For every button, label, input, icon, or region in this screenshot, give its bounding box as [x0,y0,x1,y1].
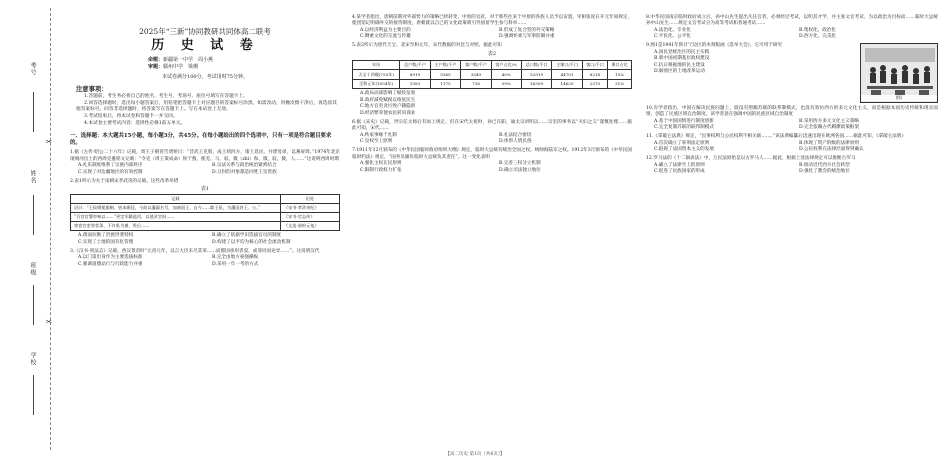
option-a: A.礼乐制度维系了宗族内部秩序 [78,163,143,169]
gutter-write-line [33,195,34,235]
table-cell: 1583 [400,79,430,89]
option-b: B.体现了资产阶级的法律原则 [799,140,859,146]
table-caption: 表2 [487,50,497,57]
question-stem: 12.罗马法的《十二铜表法》中，万民法原始是以古罗马人……据此，根据上述法律规定可以推断古罗马 [646,156,856,161]
option-b: B.形成了复合型的外交策略 [499,27,555,33]
woodcut-figure [860,43,938,103]
question-stem: 1.据《左传·昭公二十六年》记载，周王子朝曾告诸侯曰：“昔武王克殷，成王靖四方，康王息民，并建母弟，以蕃屏周。”1974年北京琉璃河出土的西周克盉铭文记载：“令克（周王策成命）侯于燕，使羌、马、驭、微（zhi）和、微、驭、微，人……”这说明西周时期 [70,150,340,162]
page-title: 历 史 试 卷 [151,38,259,53]
option-b: B.完全由地方豪强操纵 [212,255,259,261]
table-row [71,222,340,231]
table-cell: 8919 [400,70,430,80]
table-cell: 31% [608,79,632,89]
option-d: D.构建了以平均为核心的社会流动机制 [212,239,291,245]
table-cell: 《宋书·孝武帝纪》 [280,204,339,213]
table-cell: 44701 [552,70,582,80]
table-cell: 39% [491,79,521,89]
table-cell: 2370 [582,79,607,89]
gutter-label-name: 姓名 [29,170,36,184]
option-c: C.限制行政权力扩张 [360,167,402,173]
question-1 [70,150,340,176]
option-a: A.以门第出身作为主要选拔标准 [78,255,143,261]
option-c: C.平民化、公平化 [654,34,691,39]
option-d: D.强化了教会的统治地位 [799,169,850,174]
option-b: B.礼法结合密切 [499,132,532,138]
question-11 [646,134,938,154]
option-c: C.促进了民族国家的形成 [654,169,705,174]
question-7 [352,148,632,174]
question-stem: 8.中华民国南京临时政府成立后，孙中山先生提出凡任官者，必须经过考试，以明其才学，并主张文官考试，为以政治为目标而……临时大总统孙中山先生……规定文官考试分为高等考试和普通考试…… [646,14,938,26]
proposition-line [148,57,340,64]
option-c: C.实现了对边疆地区的有效控制 [78,169,143,175]
option-b: B.推动近代西方社会转型 [799,162,850,168]
question-9 [646,43,938,103]
option-c: C.阻碍了法国资本主义的发展 [654,147,714,152]
table-cell: 52919 [521,70,551,80]
exam-line: 2025年“三新”协同教研共同体高二联考 [139,27,271,36]
table-cell: 40% [491,70,521,80]
table-header-cell: 课口占比 [608,60,632,70]
table-header-cell: 客户占比/% [491,60,521,70]
question-stem: 10.有学者指出，中国在解决民族问题上，既没有照搬苏联的联邦制模式，也没有效仿西方的多元文化主义，而是根据本国历史传统和现实国情，创造了民族区域自治制度。该学者意在强调中国的民族区域自治制度 [646,105,938,117]
gutter-write-line [33,92,34,132]
option-c: C.地方官吏贪污致户籍隐匿 [360,104,416,110]
option-a: A.削弱抗衡了贵族世袭特权 [78,233,134,239]
question-stem: 5.表2所示为唐代天宝、北宋至和元年，宋代数据的对比与对照，据此可知 [352,43,502,48]
table-header-cell: 总口数/千口 [521,60,551,70]
gutter-label-class: 班级 [29,262,36,276]
question-3 [70,249,340,269]
table-cell: 《宋书·官志传》 [280,213,339,222]
table-cell: 1175 [430,79,460,89]
option-d: D.体察人情民俗 [499,139,532,145]
proposition-label: 命题： [148,57,164,63]
table-cell: 诏曰：“王侯缀冕服制，皆本朝廷，今欲以藩邸名号，加诸国王、自今……除王侯，为藩国封王、公。” [71,204,281,213]
option-c: C.实现了土地的国有化管理 [78,239,134,245]
question-stem: 4.某学者指出，唐朝前期对外部势力的策略已经转变，中原的官府，对于那些往来于中原的各族人员予以安置，宰相张说在开元年间规定，使团馆记明确外交的接待制度。唐朝就以自己的文化政策吸引外国留学生参与科举…… [352,14,632,26]
option-c: C.强调道德品行与行政能力并重 [78,261,143,267]
table-row [71,204,340,213]
notice-list [70,94,340,128]
option-d: D.解放区的土地改革运动 [654,69,705,74]
table-header-cell: 主课口/千口 [552,60,582,70]
option-b: B.政府减免赋税以恢复民生 [360,97,416,103]
table-1 [70,194,340,231]
notice-item: 3.考试结束后，将本试卷和答题卡一并交回。 [84,114,178,120]
option-a: A.以经济利益为主要目的 [360,27,411,33]
table-cell: 5365 [430,70,460,80]
question-stem: 3.《汉书·刑法志》记载，西汉景帝时“元帝元年，以言大臣未尽其罪……而郡国承用者驳，或罪同而论异……”。这说明汉代 [70,248,320,254]
table-2 [352,60,632,90]
option-a: A.秩家事缘于礼制 [360,132,397,138]
table-header-cell: 客户数/千户 [461,60,491,70]
option-b: B.采用西方多元文化主义策略 [799,118,859,124]
question-4 [352,15,632,41]
option-d: D.分封的对象都是同姓王室贵族 [212,169,277,175]
score-time-note: 本试卷满分100分，考试用时75分钟。 [162,74,248,80]
gutter-label-exam-number: 考号 [29,62,36,76]
page-footer: 【高二历史 第1页（共6页）】 [445,452,505,457]
table-caption: 表1 [200,186,210,193]
table-header-cell: 客口/千口 [582,60,607,70]
question-stem: 6.据《宋史》记载，世宗任太师后有如上规定，但在宋代太祖时，孙已在职，谕太宗讲明以……宗室的事务以“夫妇之义”谨慎处理……据此可知，宋代…… [352,119,632,132]
option-d: D.完全依赖古代羁縻政策框架 [799,125,860,130]
table-cell: “百官官署审核以……”更定军籍选用，以建武官府…… [71,213,281,222]
notice-title: 注意事项： [76,86,108,93]
question-stem: 7.1911年12月颁布的《中华民国临时政府组织大纲》规定，临时大总统有统治全国之权，统帅海陆军之权。1912年3月颁布的《中华民国临时约法》规定，“国务员辅佐临时大总统负其责任”。这一变化表明 [352,148,632,160]
question-8 [646,15,938,41]
option-b: B.新中国初期基层政权建设 [654,56,710,61]
option-d: D.经济繁荣使农民转向商业 [360,110,416,116]
option-a: A.政局动荡影响了赋役征收 [360,91,416,97]
column-3 [646,12,938,452]
table-header-cell: 出处 [280,195,339,204]
notice-item: 2.回答选择题时，选出每小题答案后，用铅笔把答题卡上对应题目的答案标号涂黑。如需改动，用橡皮擦干净后，再选涂其他答案标号。回答非选择题时，将答案写在答题卡上。写在本试卷上无效。 [76,100,337,113]
question-stem: 9.图1是1941年陕甘宁边区的木刻版画《选举大会》，它可用于研究 [646,43,783,48]
table-cell: 《文选·册府元龟》 [280,222,339,231]
binding-gutter [0,0,70,458]
gutter-write-line [33,285,34,325]
question-10 [646,106,938,132]
scissors-icon: ✂ [46,318,52,326]
table-cell: 天宝十四载(755年) [353,70,400,80]
table-cell: 寄宦官吏罪状条，不许私为逋，殁后…… [71,222,281,231]
option-d: D.确立司法独立地位 [499,167,541,173]
question-stem: 11.《拿破仑法典》规定，“民事权利与公民权利不相关联……。”该法典编纂后迅速出现在欧洲各国……据此可知，《拿破仑法典》 [646,134,907,139]
figure-caption: 图1 [861,95,937,102]
binding-line [50,8,51,450]
question-12 [646,156,938,176]
column-1 [70,12,340,452]
table-cell: 至和元年(1054年) [353,79,400,89]
question-6 [352,120,632,146]
question-5 [352,43,632,117]
option-c: C.抗日根据地的民主建设 [654,62,705,68]
option-d: D.采用一年一考的方式 [212,261,259,267]
option-a: A.国民党统治区的民主实践 [654,49,710,55]
option-a: A.强化主权在民原则 [360,161,402,167]
option-c: C.皇权至上原则 [360,139,393,145]
review-value: 赣州中学 梁珊 [163,64,199,70]
option-c: C.侧重文化的交流与传播 [360,34,411,39]
question-2 [70,179,340,247]
column-2 [352,12,632,452]
table-cell: 14620 [552,79,582,89]
table-header-cell: 年份 [353,60,400,70]
table-header-cell: 总户数/千户 [400,60,430,70]
table-row [71,213,340,222]
option-d: D.公民权利在法律层面得到确认 [799,147,864,152]
option-b: B.完善三权分立机制 [499,161,541,167]
notice-item: 4.本试卷主要考试内容：选择性必修1前五单元。 [84,120,186,126]
table-cell: 3549 [461,70,491,80]
option-b: B.集权化、政治化 [799,27,836,33]
option-a: A.基于中国国情进行制度创新 [654,118,714,124]
table-row [353,79,632,89]
notice-item: 1.答题前，考生务必将自己的姓名、考生号、考场号、座位号填写在答题卡上。 [84,94,248,99]
gutter-write-line [33,375,34,415]
option-a: A.首次确立了罪刑法定原则 [654,140,710,146]
review-line [148,64,340,71]
gutter-label-school: 学校 [29,352,36,366]
table-cell: 8218 [582,70,607,80]
option-b: B.确立了依据学识选拔官员的制度 [212,233,282,239]
scissors-icon: ✂ [46,138,52,146]
table-cell: 15% [608,70,632,80]
option-d: D.西方化、完美化 [799,34,837,39]
option-a: A.确立了法律至上的原则 [654,162,705,168]
question-stem: 2.表1所示为关于南朝宋孝武帝的记载。这些改革举措 [70,178,179,184]
option-c: C.完全复制苏联的联邦制模式 [654,125,714,130]
table-cell: 738 [461,79,491,89]
section-heading: 一、选择题：本大题共15小题，每小题3分，共45分。在每小题给出的四个选项中，只有一项是符合题目要求的。 [70,132,332,147]
table-row [353,70,632,80]
option-d: D.强调怀柔与军事防御并重 [499,34,555,39]
option-b: B.宗法关系与政治统治紧密结合 [212,163,277,169]
review-label: 审题： [148,64,164,70]
option-a: A.法治化、专业化 [654,27,691,33]
table-header-cell: 主户数/千户 [430,60,460,70]
table-cell: 16309 [521,79,551,89]
table-header-cell: 记载 [71,195,281,204]
proposition-value: 新疆第一中学 周小燕 [163,57,214,63]
